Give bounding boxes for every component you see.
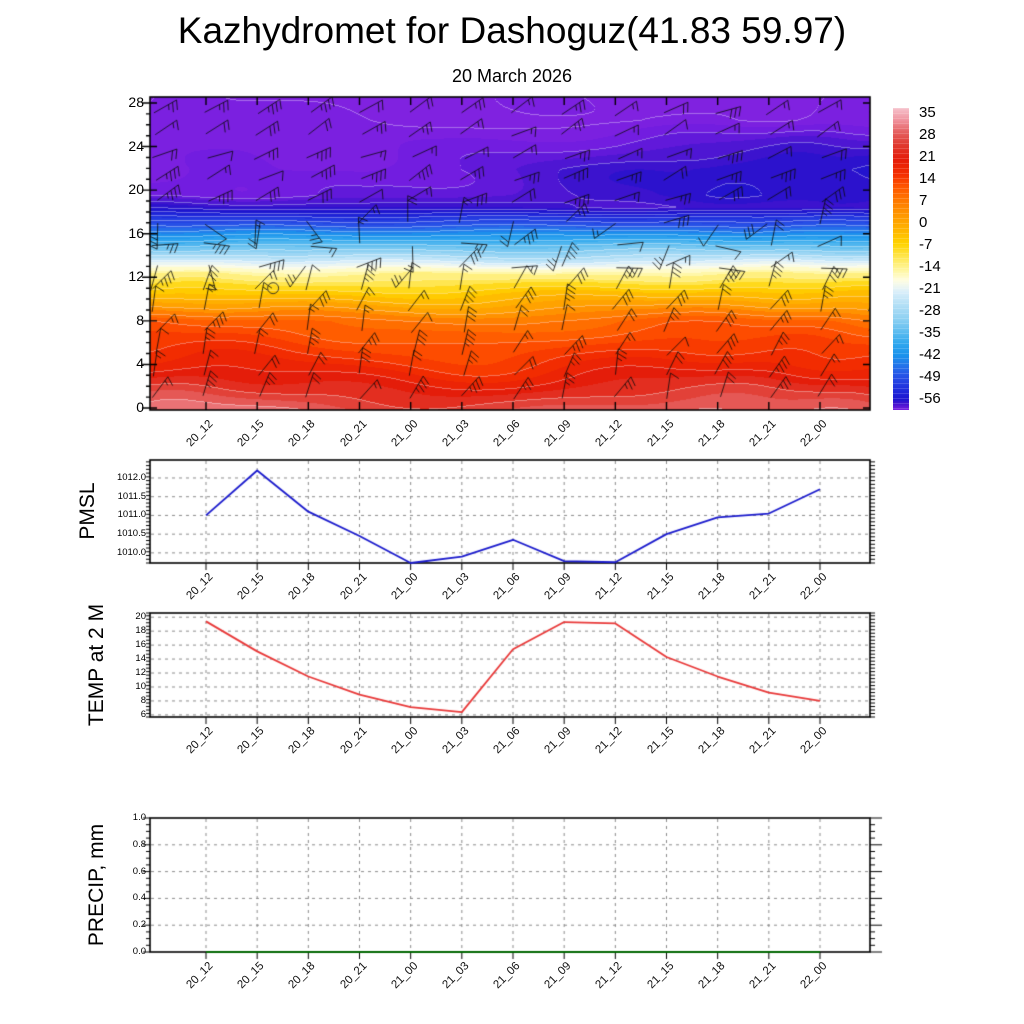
y-tick-label: 14 xyxy=(135,653,146,665)
x-tick-label: 20_12 xyxy=(184,418,216,450)
x-tick-label: 21_12 xyxy=(593,571,625,603)
height-tick-label: 20 xyxy=(128,181,144,198)
x-tick-label: 21_15 xyxy=(644,960,677,992)
x-tick-label: 21_09 xyxy=(542,725,574,757)
colorbar-tick-label: -56 xyxy=(919,390,941,407)
y-tick-label: 1012.0 xyxy=(116,471,146,483)
y-tick-label: 20 xyxy=(135,611,146,623)
x-tick-label: 21_15 xyxy=(644,571,677,603)
x-tick-label: 20_21 xyxy=(337,571,370,603)
x-tick-label: 21_18 xyxy=(696,571,728,603)
pmsl-axis-title: PMSL xyxy=(76,482,99,540)
x-tick-label: 21_00 xyxy=(389,960,421,992)
colorbar-tick-label: 14 xyxy=(919,170,936,187)
x-tick-label: 20_18 xyxy=(286,418,318,450)
y-tick-label: 0.2 xyxy=(132,919,146,931)
x-tick-label: 21_00 xyxy=(389,571,421,603)
height-tick-label: 0 xyxy=(136,399,144,415)
x-tick-label: 21_00 xyxy=(389,725,421,757)
colorbar-tick-label: 0 xyxy=(919,214,928,231)
y-tick-label: 1010.0 xyxy=(116,546,146,558)
x-tick-label: 21_12 xyxy=(593,960,625,992)
colorbar-tick-label: -49 xyxy=(919,368,941,385)
height-tick-label: 4 xyxy=(136,355,144,372)
x-tick-label: 20_15 xyxy=(235,571,267,603)
x-tick-label: 21_09 xyxy=(542,960,574,992)
x-tick-label: 21_21 xyxy=(747,725,779,757)
y-tick-label: 0.4 xyxy=(132,892,146,904)
x-tick-label: 21_06 xyxy=(491,725,523,757)
y-tick-label: 8 xyxy=(140,694,146,706)
x-tick-label: 21_00 xyxy=(389,418,421,450)
colorbar-tick-label: 35 xyxy=(919,104,936,121)
x-tick-label: 22_00 xyxy=(798,960,830,992)
x-tick-label: 21_06 xyxy=(491,571,523,603)
x-tick-label: 21_15 xyxy=(644,725,677,757)
colorbar-tick-label: -35 xyxy=(919,324,941,341)
x-tick-label: 21_09 xyxy=(542,571,574,603)
x-tick-label: 21_21 xyxy=(747,418,779,450)
x-tick-label: 21_06 xyxy=(491,418,523,450)
x-tick-label: 20_15 xyxy=(235,725,267,757)
y-tick-label: 6 xyxy=(140,708,146,720)
x-tick-label: 20_18 xyxy=(286,571,318,603)
colorbar-tick-label: 21 xyxy=(919,148,936,165)
x-tick-label: 21_03 xyxy=(440,960,472,992)
x-tick-label: 21_21 xyxy=(747,960,779,992)
height-tick-label: 28 xyxy=(128,93,144,110)
y-tick-label: 18 xyxy=(135,625,146,637)
x-tick-label: 20_12 xyxy=(184,571,216,603)
x-tick-label: 21_18 xyxy=(696,725,728,757)
y-tick-label: 0.6 xyxy=(132,865,146,877)
colorbar-tick-label: -42 xyxy=(919,346,941,363)
colorbar-tick-label: -28 xyxy=(919,302,941,319)
colorbar-tick-label: 28 xyxy=(919,126,936,143)
x-tick-label: 21_03 xyxy=(440,571,472,603)
colorbar-tick-label: -7 xyxy=(919,236,933,253)
x-tick-label: 22_00 xyxy=(798,418,830,450)
x-tick-label: 21_21 xyxy=(747,571,779,603)
x-tick-label: 21_15 xyxy=(644,418,677,450)
y-tick-label: 12 xyxy=(135,667,146,679)
x-tick-label: 22_00 xyxy=(798,725,830,757)
x-tick-label: 21_03 xyxy=(440,418,472,450)
x-tick-label: 20_21 xyxy=(337,960,370,992)
precip-axis-title: PRECIP, mm xyxy=(85,823,108,947)
x-tick-label: 21_12 xyxy=(593,418,625,450)
y-tick-label: 0.8 xyxy=(132,838,146,850)
x-tick-label: 21_09 xyxy=(542,418,574,450)
x-tick-label: 21_03 xyxy=(440,725,472,757)
y-tick-label: 1010.5 xyxy=(116,528,146,540)
y-tick-label: 1011.5 xyxy=(117,490,146,502)
y-tick-label: 16 xyxy=(135,639,146,651)
height-tick-label: 16 xyxy=(128,224,144,241)
temperature-colorbar xyxy=(893,108,909,410)
x-tick-label: 22_00 xyxy=(798,571,830,603)
temp-axis-title: TEMP at 2 M xyxy=(85,603,108,727)
height-tick-label: 24 xyxy=(128,137,144,154)
x-tick-label: 20_15 xyxy=(235,960,267,992)
y-tick-label: 1011.0 xyxy=(117,509,146,521)
x-tick-label: 20_12 xyxy=(184,960,216,992)
y-tick-label: 10 xyxy=(135,680,146,692)
x-tick-label: 20_18 xyxy=(286,725,318,757)
x-tick-label: 20_12 xyxy=(184,725,216,757)
colorbar-tick-label: -21 xyxy=(919,280,941,297)
y-tick-label: 1.0 xyxy=(132,812,146,823)
height-tick-label: 8 xyxy=(136,311,144,328)
x-tick-label: 21_12 xyxy=(593,725,625,757)
x-tick-label: 20_21 xyxy=(337,418,370,450)
x-tick-label: 20_15 xyxy=(235,418,267,450)
x-tick-label: 21_06 xyxy=(491,960,523,992)
x-tick-label: 20_21 xyxy=(337,725,370,757)
y-tick-label: 0.0 xyxy=(132,946,146,957)
x-tick-label: 21_18 xyxy=(696,418,728,450)
colorbar-tick-label: -14 xyxy=(919,258,941,275)
x-tick-label: 21_18 xyxy=(696,960,728,992)
height-tick-label: 12 xyxy=(128,268,144,285)
x-tick-label: 20_18 xyxy=(286,960,318,992)
colorbar-tick-label: 7 xyxy=(919,192,928,209)
